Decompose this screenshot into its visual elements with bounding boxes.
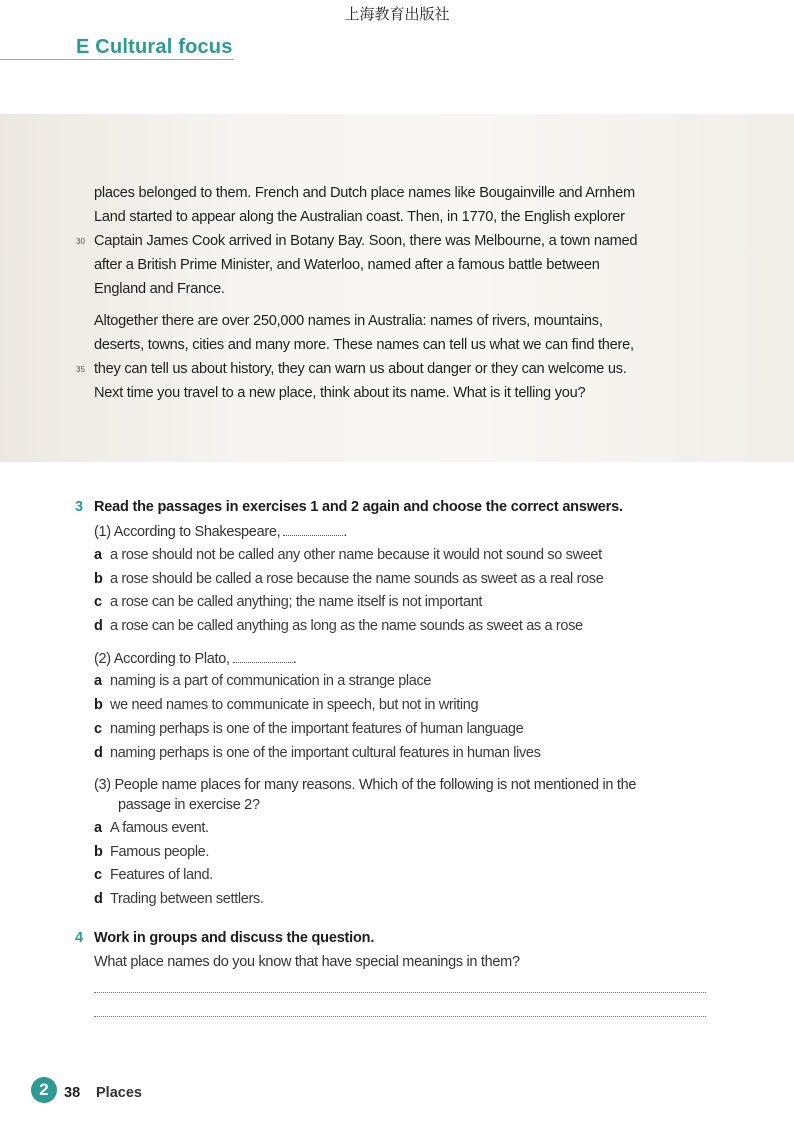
answer-blank[interactable] [233,650,293,663]
question-2-option-d[interactable] [94,745,541,761]
option-letter: c [94,594,102,610]
question-3-option-c[interactable] [94,867,213,883]
question-1-text: (1) According to Shakespeare, [94,524,281,540]
option-text: a rose can be called anything; the name itself is not important [110,594,483,610]
option-letter: b [94,571,103,587]
question-3-option-d[interactable] [94,891,264,907]
passage-line: Altogether there are over 250,000 names in Australia: names of rivers, mountains, [94,313,603,329]
passage-line: Next time you travel to a new place, think about its name. What is it telling you? [94,385,586,401]
question-1-option-a[interactable] [94,547,602,563]
passage-line: they can tell us about history, they can warn us about danger or they can welcome us. [94,361,627,377]
option-text: Famous people. [110,844,210,860]
option-text: naming is a part of communication in a strange place [110,673,432,689]
page-number: 38 [64,1085,81,1101]
passage-line: deserts, towns, cities and many more. These names can tell us what we can find there, [94,337,634,353]
option-letter: d [94,745,103,761]
question-2-text: (2) According to Plato, [94,651,230,667]
option-letter: b [94,844,103,860]
question-2-stem [94,649,297,669]
exercise-3-instruction: Read the passages in exercises 1 and 2 again and choose the correct answers. [94,499,623,515]
answer-blank[interactable] [283,523,343,536]
question-3-text-continued: passage in exercise 2? [118,797,260,813]
question-1-option-b[interactable] [94,571,603,587]
reading-paragraph-2 [94,309,684,405]
passage-line: after a British Prime Minister, and Waterloo, named after a famous battle between [94,257,600,273]
option-letter: c [94,721,102,737]
option-text: a rose can be called anything as long as the name sounds as sweet as a rose [110,618,583,634]
line-number-35: 35 [76,365,85,374]
option-text: a rose should be called a rose because the name sounds as sweet as a real rose [110,571,604,587]
question-2-option-a[interactable] [94,673,431,689]
passage-line: England and France. [94,281,225,297]
option-text: naming perhaps is one of the important cultural features in human lives [110,745,541,761]
question-2-option-c[interactable] [94,721,523,737]
answer-line-2[interactable] [94,1016,706,1017]
line-number-30: 30 [76,237,85,246]
exercise-3-number: 3 [75,499,84,515]
question-1-option-d[interactable] [94,618,583,634]
section-title: E Cultural focus [76,36,233,58]
question-3-option-b[interactable] [94,844,209,860]
question-1-option-c[interactable] [94,594,482,610]
option-letter: a [94,547,102,563]
option-letter: b [94,697,103,713]
question-3-text: (3) People name places for many reasons. Which of the following is not mentioned in the [94,777,637,793]
unit-number-badge: 2 [31,1077,57,1103]
option-text: Features of land. [110,867,213,883]
option-text: Trading between settlers. [110,891,264,907]
option-letter: d [94,618,103,634]
section-title-underline [0,59,234,60]
option-letter: a [94,820,102,836]
option-letter: d [94,891,103,907]
exercise-4-question: What place names do you know that have special meanings in them? [94,954,520,970]
option-text: a rose should not be called any other name because it would not sound so sweet [110,547,602,563]
exercise-4-number: 4 [75,930,84,946]
passage-line: places belonged to them. French and Dutch place names like Bougainville and Arnhem [94,185,635,201]
publisher-name: 上海教育出版社 [344,5,450,23]
question-2-end-mark: . [292,651,297,667]
option-text: naming perhaps is one of the important features of human language [110,721,524,737]
question-2-option-b[interactable] [94,697,478,713]
passage-line: Land started to appear along the Australian coast. Then, in 1770, the English explorer [94,209,625,225]
option-text: we need names to communicate in speech, but not in writing [110,697,479,713]
unit-name: Places [96,1085,142,1101]
option-letter: a [94,673,102,689]
question-1-end-mark: . [343,524,348,540]
question-3-stem [94,775,636,815]
exercise-4-instruction: Work in groups and discuss the question. [94,930,375,946]
question-3-option-a[interactable] [94,820,209,836]
answer-line-1[interactable] [94,992,706,993]
reading-paragraph-1 [94,181,684,301]
passage-line: Captain James Cook arrived in Botany Bay. Soon, there was Melbourne, a town named [94,233,638,249]
question-1-stem [94,522,347,542]
option-letter: c [94,867,102,883]
option-text: A famous event. [110,820,209,836]
